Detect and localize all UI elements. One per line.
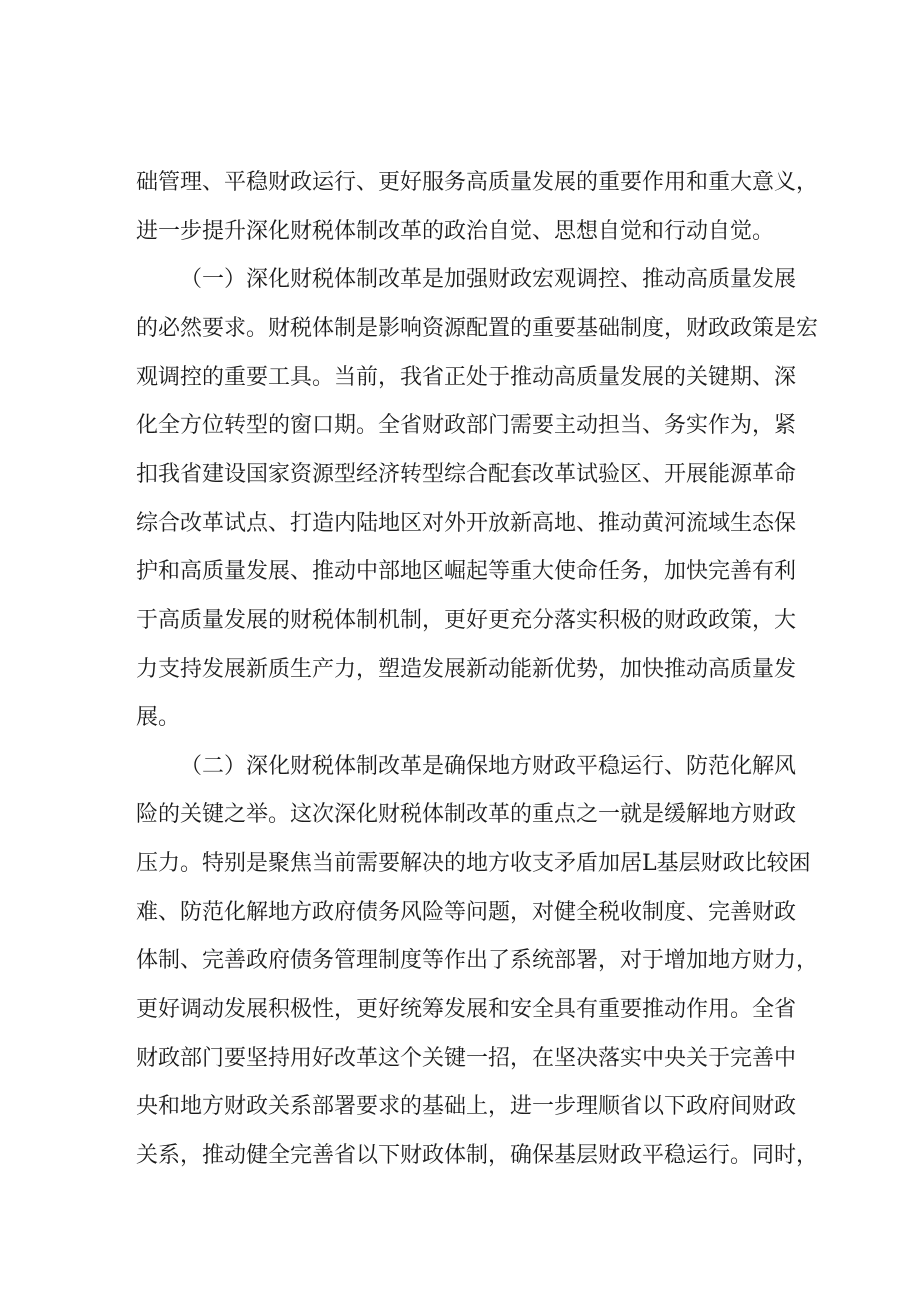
text-line: （二）深化财税体制改革是确保地方财政平稳运行、防范化解风 [180, 754, 797, 779]
text-line: （一）深化财税体制改革是加强财政宏观调控、推动高质量发展 [180, 267, 797, 292]
text-line: 的必然要求。财税体制是影响资源配置的重要基础制度，财政政策是宏 [136, 316, 819, 341]
text-line: 更好调动发展积极性，更好统筹发展和安全具有重要推动作用。全省 [136, 997, 797, 1022]
text-line: 化全方位转型的窗口期。全省财政部门需要主动担当、务实作为，紧 [136, 413, 797, 438]
text-line: 于高质量发展的财税体制机制，更好更充分落实积极的财政政策，大 [136, 608, 797, 633]
text-line: 扣我省建设国家资源型经济转型综合配套改革试验区、开展能源革命 [136, 462, 797, 487]
text-line: 进一步提升深化财税体制改革的政治自觉、思想自觉和行动自觉。 [136, 219, 775, 244]
text-line: 综合改革试点、打造内陆地区对外开放新高地、推动黄河流域生态保 [136, 511, 797, 536]
text-line: 础管理、平稳财政运行、更好服务高质量发展的重要作用和重大意义， [136, 170, 819, 195]
text-line: 压力。特别是聚焦当前需要解决的地方收支矛盾加居L基层财政比较困 [136, 851, 811, 876]
text-line: 险的关键之举。这次深化财税体制改革的重点之一就是缓解地方财政 [136, 802, 797, 827]
text-line: 力支持发展新质生产力，塑造发展新动能新优势，加快推动高质量发 [136, 657, 797, 682]
text-line: 难、防范化解地方政府债务风险等问题，对健全税收制度、完善财政 [136, 900, 797, 925]
text-line: 财政部门要坚持用好改革这个关键一招，在坚决落实中央关于完善中 [136, 1046, 797, 1071]
text-line: 护和高质量发展、推动中部地区崛起等重大使命任务，加快完善有利 [136, 559, 797, 584]
text-line: 展。 [136, 705, 181, 730]
text-line: 关系，推动健全完善省以下财政体制，确保基层财政平稳运行。同时， [136, 1143, 819, 1168]
text-line: 体制、完善政府债务管理制度等作出了系统部署，对于增加地方财力， [136, 948, 819, 973]
text-line: 观调控的重要工具。当前，我省正处于推动高质量发展的关键期、深 [136, 365, 797, 390]
text-line: 央和地方财政关系部署要求的基础上，进一步理顺省以下政府间财政 [136, 1094, 797, 1119]
